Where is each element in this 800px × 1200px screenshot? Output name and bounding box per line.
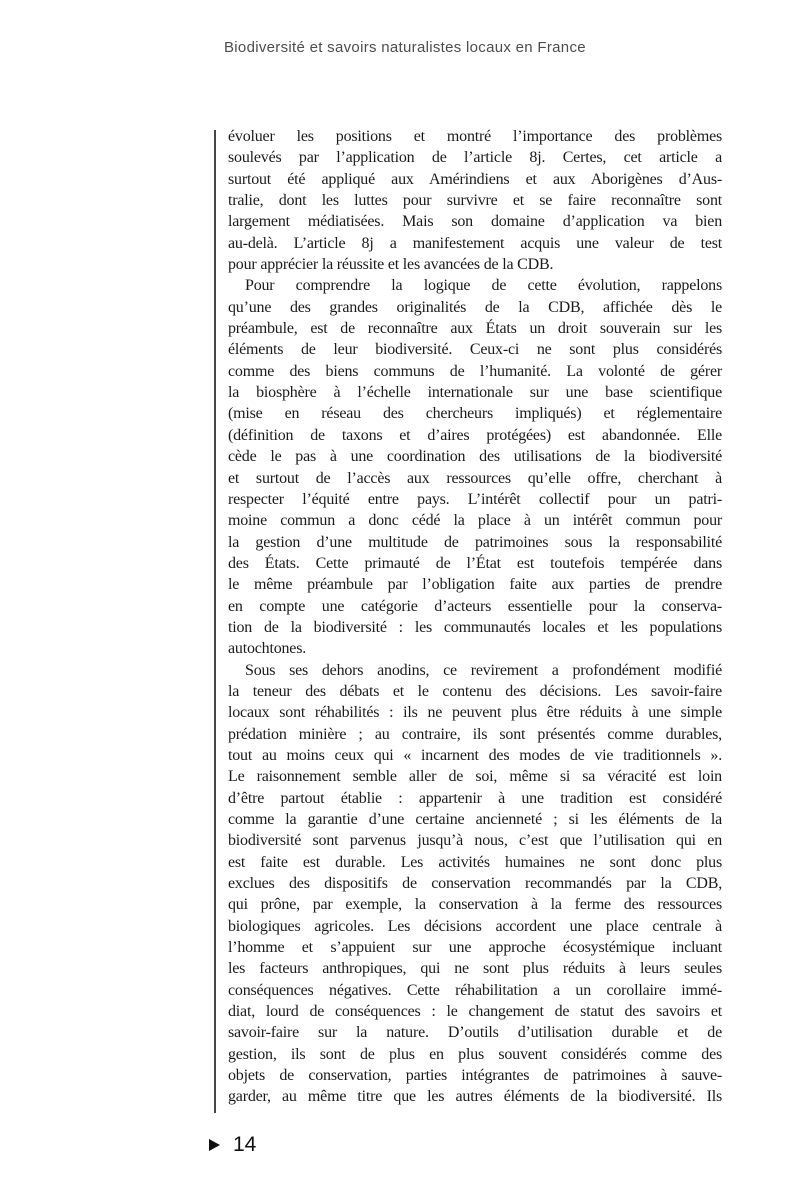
text-line: Le raisonnement semble aller de soi, même si sa véracité est loin	[228, 768, 722, 786]
text-line: au-delà. L’article 8j a manifestement acquis une valeur de test	[228, 234, 722, 252]
text-line: (définition de taxons et d’aires protégées) est abandonnée. Elle	[228, 426, 722, 444]
text-line: comme des biens communs de l’humanité. La volonté de gérer	[228, 362, 722, 380]
text-line: soulevés par l’application de l’article 8j. Certes, cet article a	[228, 149, 722, 167]
text-line: éléments de leur biodiversité. Ceux-ci ne sont plus considérés	[228, 341, 722, 359]
text-line: la teneur des débats et le contenu des décisions. Les savoir-faire	[228, 682, 722, 700]
text-line: moine commun a donc cédé la place à un intérêt commun pour	[228, 512, 722, 530]
text-line: diat, lourd de conséquences : le changement de statut des savoirs et	[228, 1003, 722, 1021]
text-line: biologiques agricoles. Les décisions accordent une place centrale à	[228, 917, 722, 935]
text-line: évoluer les positions et montré l’importance des problèmes	[228, 128, 722, 145]
page-footer	[209, 1134, 256, 1155]
text-line: cède le pas à une coordination des utilisations de la biodiversité	[228, 448, 722, 466]
text-line: et surtout de l’accès aux ressources qu’elle offre, cherchant à	[228, 469, 722, 487]
text-line: (mise en réseau des chercheurs impliqués) et réglementaire	[228, 405, 722, 423]
text-line: Sous ses dehors anodins, ce revirement a profondément modifié	[245, 661, 722, 679]
text-line: pour apprécier la réussite et les avancées de la CDB.	[228, 256, 554, 274]
right-triangle-icon	[209, 1139, 220, 1151]
text-line: tout au moins ceux qui « incarnent des modes de vie traditionnels ».	[228, 746, 722, 764]
text-line: qu’une des grandes originalités de la CDB, affichée dès le	[228, 298, 722, 316]
text-line: biodiversité sont parvenus jusqu’à nous, c’est que l’utilisation qui en	[228, 832, 722, 850]
text-line: l’homme et s’appuient sur une approche écosystémique incluant	[228, 939, 722, 957]
text-line: la biosphère à l’échelle internationale sur une base scientifique	[228, 384, 722, 402]
text-line: les facteurs anthropiques, qui ne sont plus réduits à leurs seules	[228, 960, 722, 978]
text-line: en compte une catégorie d’acteurs essentielle pour la conserva-	[228, 597, 722, 615]
text-line: objets de conservation, parties intégrantes de patrimoines à sauve-	[228, 1067, 722, 1085]
text-line: Pour comprendre la logique de cette évolution, rappelons	[245, 277, 722, 295]
text-line: locaux sont réhabilités : ils ne peuvent plus être réduits à une simple	[228, 704, 722, 722]
text-line: respecter l’équité entre pays. L’intérêt collectif pour un patri-	[228, 490, 722, 508]
text-line: des États. Cette primauté de l’État est toutefois tempérée dans	[228, 554, 722, 572]
margin-rule	[214, 130, 216, 1113]
text-line: comme la garantie d’une certaine ancienneté ; si les éléments de la	[228, 811, 722, 828]
text-line: prédation minière ; au contraire, ils sont présentés comme durables,	[228, 725, 722, 743]
text-line: gestion, ils sont de plus en plus souvent considérés comme des	[228, 1045, 722, 1063]
text-line: tion de la biodiversité : les communautés locales et les populations	[228, 618, 722, 636]
text-line: surtout été appliqué aux Amérindiens et aux Aborigènes d’Aus-	[228, 170, 722, 188]
page-number: 14	[233, 1133, 257, 1156]
text-line: exclues des dispositifs de conservation recommandés par la CDB,	[228, 875, 722, 893]
text-line: la gestion d’une multitude de patrimoines sous la responsabilité	[228, 533, 722, 551]
text-line: conséquences négatives. Cette réhabilitation a un corollaire immé-	[228, 981, 722, 999]
text-line: largement médiatisées. Mais son domaine d’application va bien	[228, 213, 722, 231]
text-line: qui prône, par exemple, la conservation à la ferme des ressources	[228, 896, 722, 914]
body-text	[228, 126, 722, 1108]
text-line: d’être partout établie : appartenir à une tradition est considéré	[228, 789, 722, 807]
text-line: le même préambule par l’obligation faite aux parties de prendre	[228, 576, 722, 594]
text-line: est faite est durable. Les activités humaines ne sont donc plus	[228, 853, 722, 871]
text-line: garder, au même titre que les autres éléments de la biodiversité. Ils	[228, 1088, 722, 1106]
text-line: savoir-faire sur la nature. D’outils d’utilisation durable et de	[228, 1024, 722, 1042]
text-line: tralie, dont les luttes pour survivre et se faire reconnaître sont	[228, 192, 722, 210]
text-line: préambule, est de reconnaître aux États un droit souverain sur les	[228, 320, 722, 338]
running-header: Biodiversité et savoirs naturalistes locaux en France	[224, 39, 586, 56]
text-line: autochtones.	[228, 640, 307, 658]
